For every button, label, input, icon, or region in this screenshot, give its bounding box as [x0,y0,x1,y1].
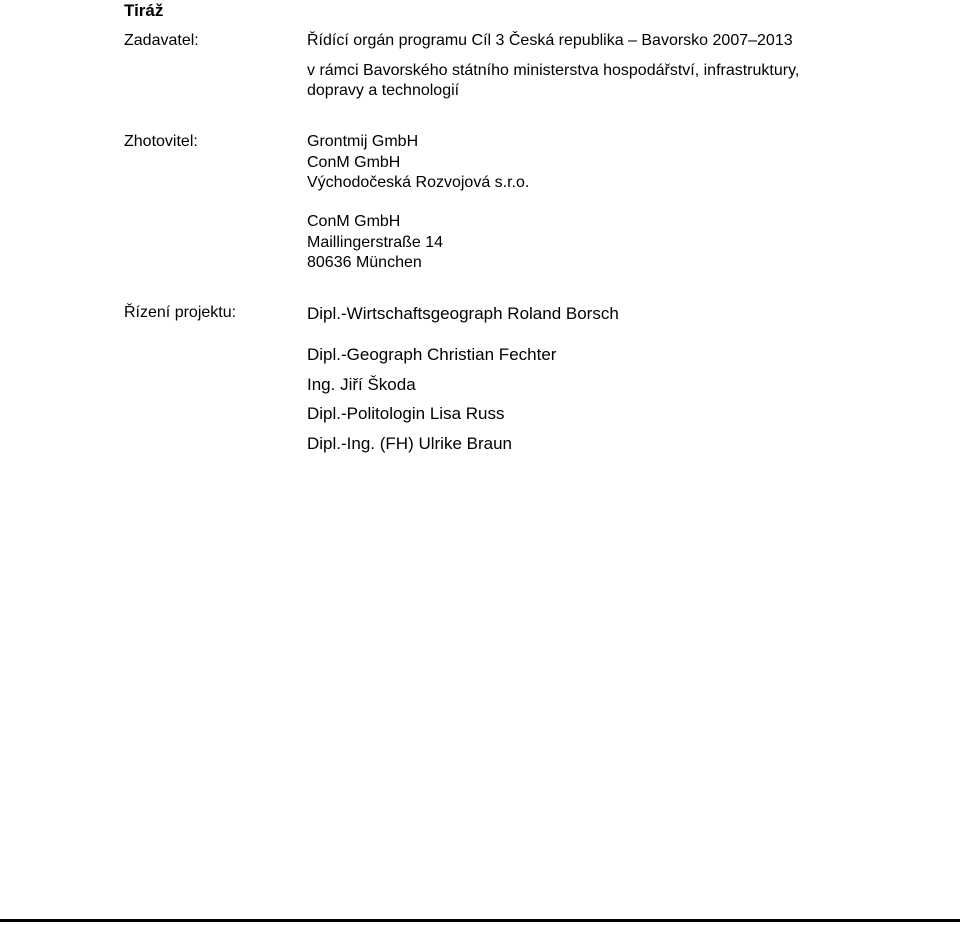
zhotovitel-label: Zhotovitel: [124,133,198,150]
zadavatel-line: dopravy a technologií [307,82,460,99]
page-bottom-divider [0,919,960,922]
address-line: 80636 München [307,254,422,271]
project-team [307,340,556,458]
zhotovitel-companies [307,132,529,194]
address-line: ConM GmbH [307,213,401,230]
page-title: Tiráž [124,1,164,20]
zadavatel-line: v rámci Bavorského státního ministerstva hospodářství, infrastruktury, [307,61,800,79]
company-name: Grontmij GmbH [307,133,419,150]
address-line: Maillingerstraße 14 [307,233,444,251]
zhotovitel-address [307,212,443,274]
project-lead: Dipl.-Wirtschaftsgeograph Roland Borsch [307,304,619,323]
zadavatel-line: Řídící orgán programu Cíl 3 Česká republika – Bavorsko 2007–2013 [307,32,793,49]
rizeni-label: Řízení projektu: [124,304,237,321]
team-member: Dipl.-Politologin Lisa Russ [307,404,505,423]
company-name: Východočeská Rozvojová s.r.o. [307,174,530,191]
team-member: Dipl.-Ing. (FH) Ulrike Braun [307,433,512,453]
zadavatel-label: Zadavatel: [124,32,199,49]
team-member: Ing. Jiří Škoda [307,374,416,394]
zadavatel-text [307,31,799,102]
team-member: Dipl.-Geograph Christian Fechter [307,345,557,364]
company-name: ConM GmbH [307,153,401,171]
